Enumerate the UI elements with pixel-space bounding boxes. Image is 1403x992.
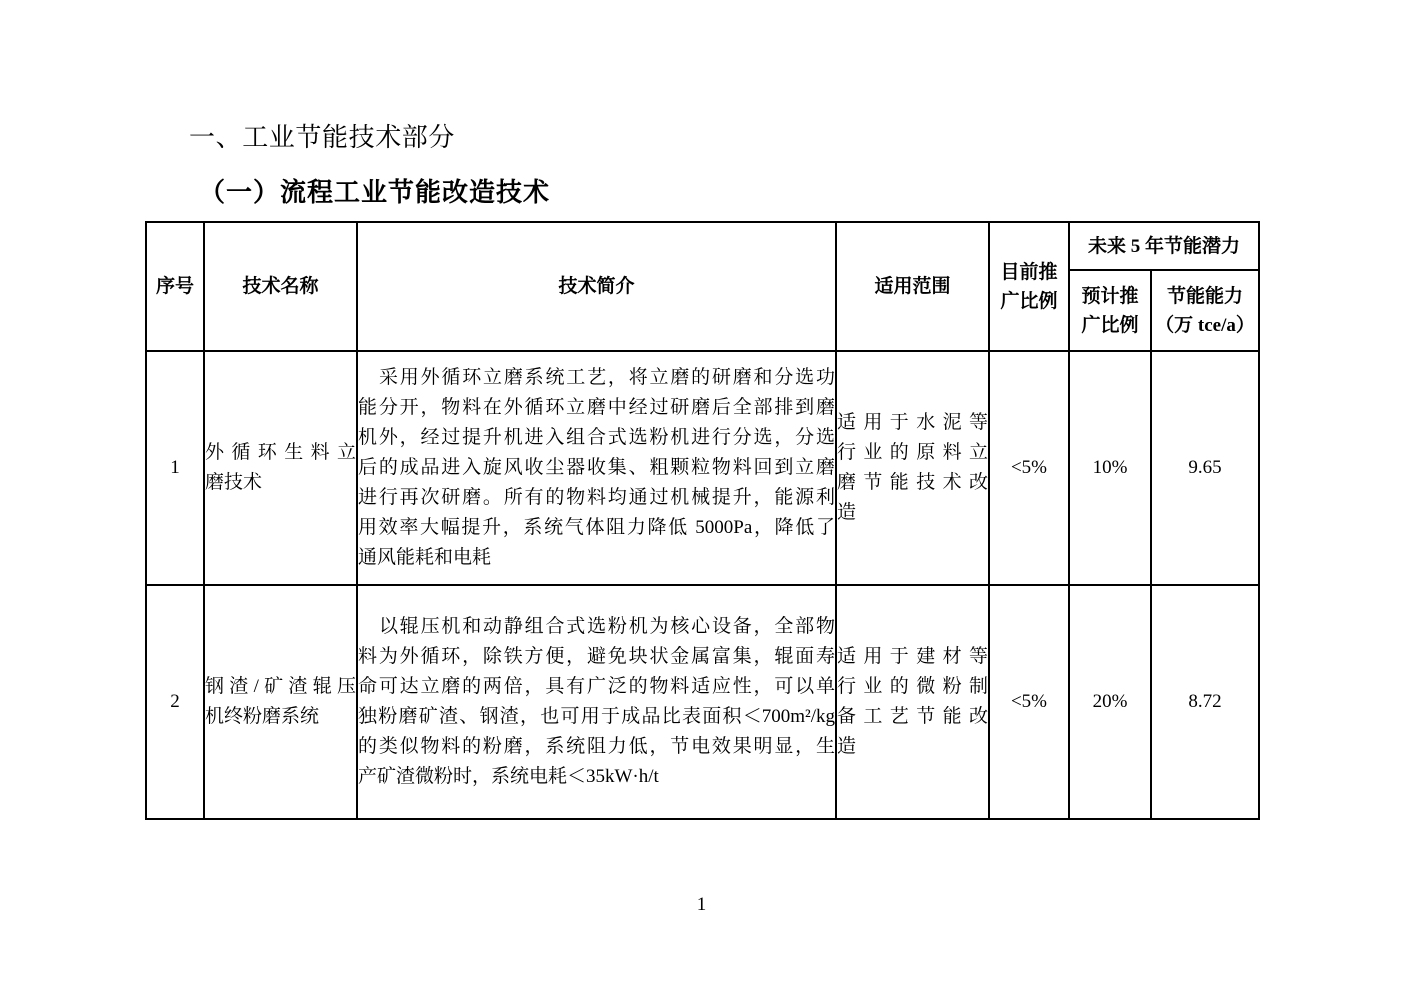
header-saving-capacity xyxy=(1151,270,1259,351)
header-five-year-potential: 未来 5 年节能潜力 xyxy=(1069,222,1259,270)
scope-line: 行业的原料立 xyxy=(837,442,988,463)
table-row xyxy=(146,351,1259,585)
description-line: 后的成品进入旋风收尘器收集、粗颗粒物料回到立磨 xyxy=(358,457,835,478)
scope-line: 造 xyxy=(837,736,857,757)
subsection-heading: （一）流程工业节能改造技术 xyxy=(199,178,551,207)
cell-scope xyxy=(836,585,989,819)
description-line: 的类似物料的粉磨，系统阻力低，节电效果明显，生 xyxy=(358,736,835,757)
description-line: 料为外循环，除铁方便，避免块状金属富集，辊面寿 xyxy=(358,646,835,667)
table-header-row xyxy=(146,222,1259,270)
header-expected-ratio-line: 预计推 xyxy=(1081,285,1139,307)
cell-current-ratio: <5% xyxy=(989,351,1069,585)
description-line: 通风能耗和电耗 xyxy=(358,547,492,568)
scope-line: 造 xyxy=(837,502,857,523)
description-line: 进行再次研磨。所有的物料均通过机械提升，能源利 xyxy=(358,487,835,508)
technology-table xyxy=(145,221,1260,820)
name-line: 机终粉磨系统 xyxy=(205,706,320,727)
scope-line: 磨节能技术改 xyxy=(837,472,988,493)
cell-technology-name xyxy=(204,351,357,585)
description-line: 以辊压机和动静组合式选粉机为核心设备，全部物 xyxy=(379,616,835,637)
cell-description xyxy=(357,351,836,585)
cell-description xyxy=(357,585,836,819)
description-line: 能分开，物料在外循环立磨中经过研磨后全部排到磨 xyxy=(358,397,835,418)
cell-saving-capacity: 8.72 xyxy=(1151,585,1259,819)
scope-line: 备工艺节能改 xyxy=(837,706,988,727)
description-line: 采用外循环立磨系统工艺，将立磨的研磨和分选功 xyxy=(379,367,835,388)
scope-line: 适用于建材等 xyxy=(837,646,988,667)
page-number: 1 xyxy=(696,894,707,915)
name-line: 钢渣/矿渣辊压 xyxy=(205,676,356,697)
header-current-ratio-line: 广比例 xyxy=(1000,290,1058,312)
cell-technology-name xyxy=(204,585,357,819)
description-line: 机外，经过提升机进入组合式选粉机进行分选，分选 xyxy=(358,427,835,448)
cell-index: 1 xyxy=(146,351,204,585)
description-line: 独粉磨矿渣、钢渣，也可用于成品比表面积＜700m²/kg xyxy=(358,706,835,727)
cell-saving-capacity: 9.65 xyxy=(1151,351,1259,585)
cell-current-ratio: <5% xyxy=(989,585,1069,819)
header-expected-ratio xyxy=(1069,270,1151,351)
header-current-ratio xyxy=(989,222,1069,351)
header-index: 序号 xyxy=(146,222,204,351)
cell-expected-ratio: 10% xyxy=(1069,351,1151,585)
section-heading: 一、工业节能技术部分 xyxy=(189,123,456,153)
header-saving-capacity-line: 节能能力 xyxy=(1167,285,1244,307)
header-saving-capacity-line: （万 tce/a） xyxy=(1155,314,1255,336)
header-scope: 适用范围 xyxy=(836,222,989,351)
cell-scope xyxy=(836,351,989,585)
header-current-ratio-line: 目前推 xyxy=(1000,261,1058,283)
name-line: 外循环生料立 xyxy=(205,442,356,463)
header-technology-name: 技术名称 xyxy=(204,222,357,351)
table-row xyxy=(146,585,1259,819)
scope-line: 适用于水泥等 xyxy=(837,412,988,433)
cell-index: 2 xyxy=(146,585,204,819)
header-expected-ratio-line: 广比例 xyxy=(1081,314,1139,336)
name-line: 磨技术 xyxy=(205,472,263,493)
description-line: 命可达立磨的两倍，具有广泛的物料适应性，可以单 xyxy=(358,676,835,697)
description-line: 产矿渣微粉时，系统电耗＜35kW·h/t xyxy=(358,766,659,787)
scope-line: 行业的微粉制 xyxy=(837,676,988,697)
header-description: 技术简介 xyxy=(357,222,836,351)
description-line: 用效率大幅提升，系统气体阻力降低 5000Pa，降低了 xyxy=(358,517,835,538)
cell-expected-ratio: 20% xyxy=(1069,585,1151,819)
